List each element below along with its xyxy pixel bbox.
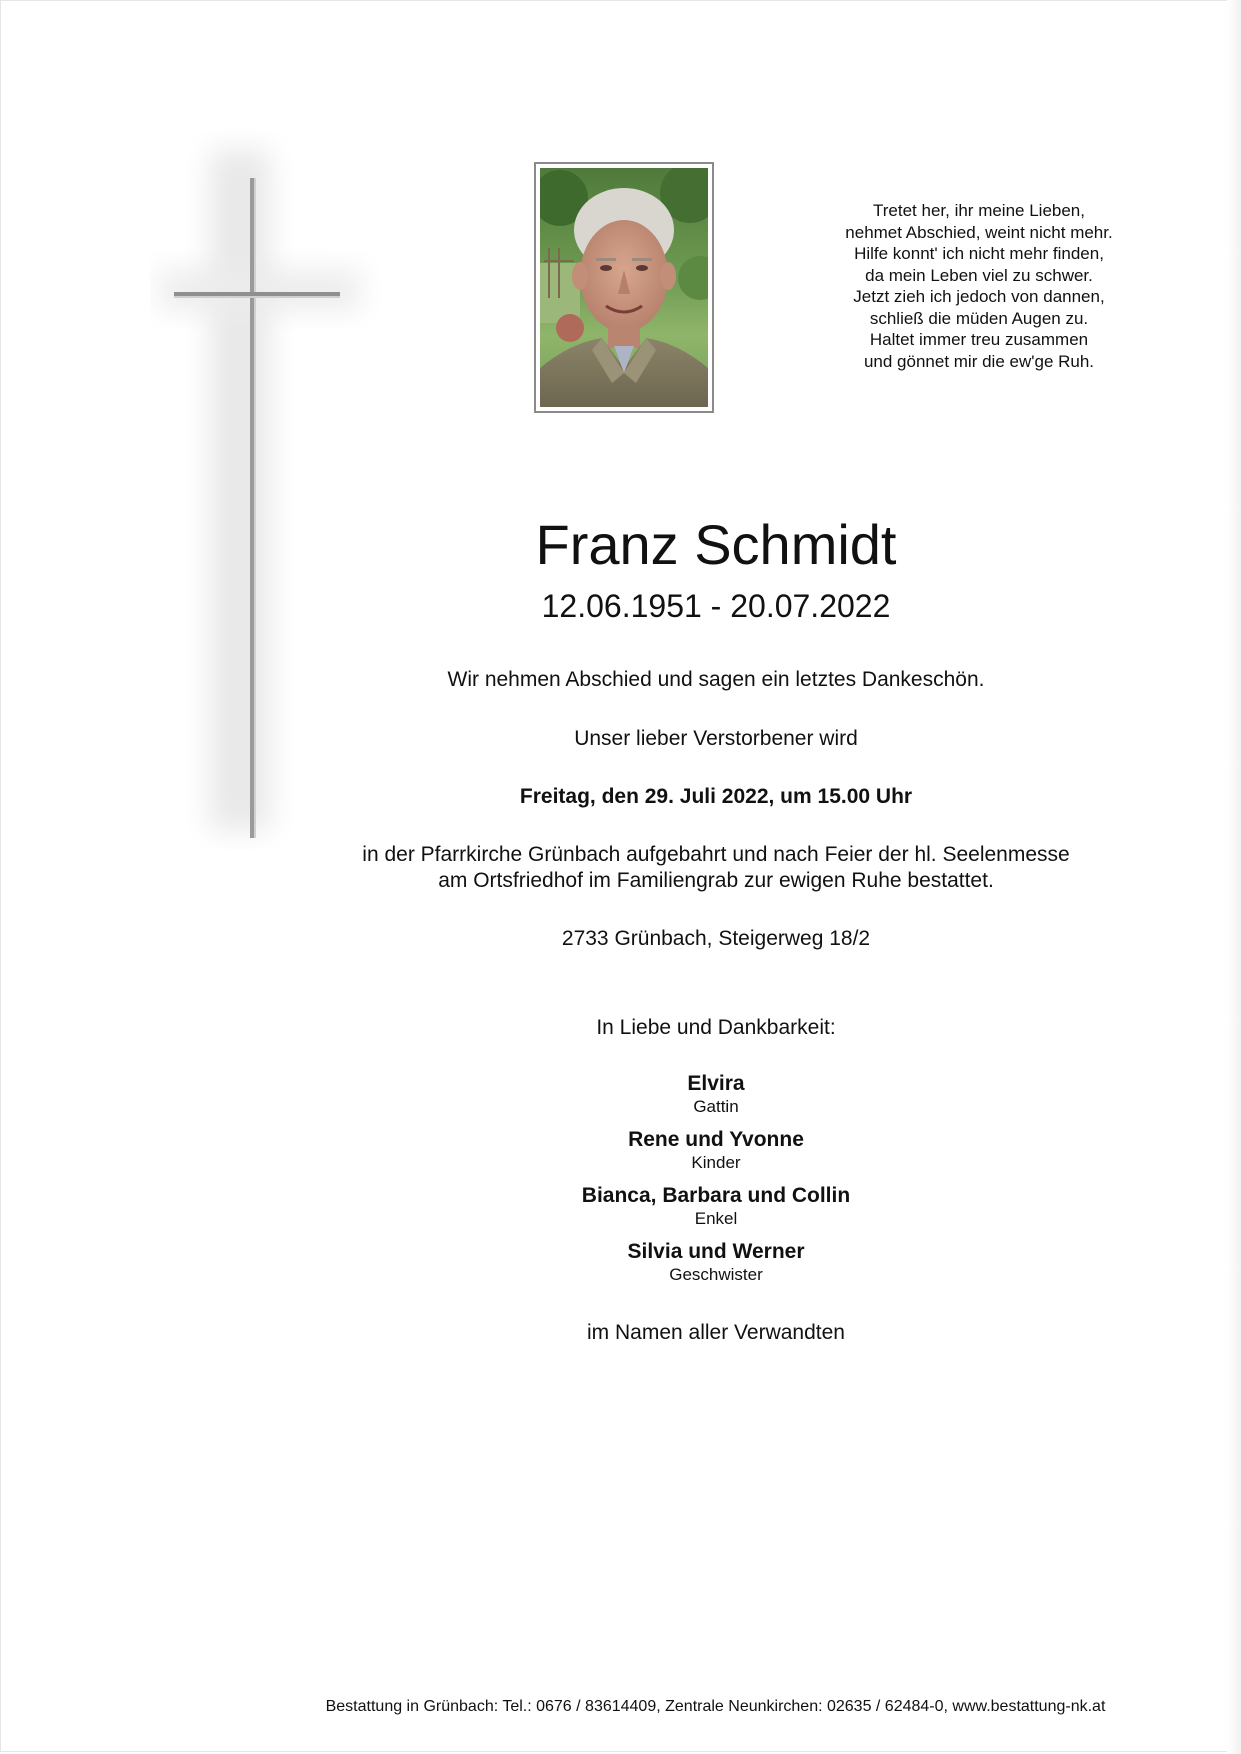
mourner-relation: Enkel xyxy=(694,1209,738,1228)
mourner-relation: Geschwister xyxy=(669,1265,763,1284)
poem-line: Haltet immer treu zusammen xyxy=(869,330,1089,349)
funeral-date-time: Freitag, den 29. Juli 2022, um 15.00 Uhr xyxy=(519,785,913,808)
mourner-relation: Gattin xyxy=(693,1097,739,1116)
poem-line: nehmet Abschied, weint nicht mehr. xyxy=(845,222,1113,242)
farewell-intro: Wir nehmen Abschied und sagen ein letztes Dankeschön. xyxy=(447,668,985,691)
mourners-heading: In Liebe und Dankbarkeit: xyxy=(596,1016,836,1039)
poem-line: da mein Leben viel zu schwer. xyxy=(865,265,1093,285)
mourner-group xyxy=(300,1183,1132,1229)
life-dates: 12.06.1951 - 20.07.2022 xyxy=(541,588,891,624)
poem-line: und gönnet mir die ew'ge Ruh. xyxy=(863,351,1095,371)
poem-line: Tretet her, ihr meine Lieben, xyxy=(873,201,1085,220)
mourner-group xyxy=(300,1071,1132,1117)
poem-line: Jetzt zieh ich jedoch von dannen, xyxy=(853,287,1105,306)
mourner-group xyxy=(300,1127,1132,1173)
mourner-name: Rene und Yvonne xyxy=(628,1128,804,1151)
mourner-name: Silvia und Werner xyxy=(627,1240,805,1263)
poem xyxy=(812,200,1146,372)
mourner-name: Elvira xyxy=(687,1072,745,1095)
mourner-name: Bianca, Barbara und Collin xyxy=(581,1184,851,1207)
home-address: 2733 Grünbach, Steigerweg 18/2 xyxy=(561,927,871,950)
closing-line: im Namen aller Verwandten xyxy=(587,1321,845,1344)
portrait-photo xyxy=(534,162,714,413)
funeral-place-line-2: am Ortsfriedhof im Familiengrab zur ewigen Ruhe bestattet. xyxy=(438,869,994,892)
mourner-group xyxy=(300,1239,1132,1285)
deceased-name: Franz Schmidt xyxy=(535,513,897,576)
poem-line: Hilfe konnt' ich nicht mehr finden, xyxy=(854,244,1104,263)
poem-line: schließ die müden Augen zu. xyxy=(869,308,1089,328)
funeral-place-line-1: in der Pfarrkirche Grünbach aufgebahrt und nach Feier der hl. Seelenmesse xyxy=(362,843,1070,866)
funeral-home-footer: Bestattung in Grünbach: Tel.: 0676 / 83614409, Zentrale Neunkirchen: 02635 / 62484-0, www.bestattung-nk.at xyxy=(325,1698,1106,1715)
notice-lead: Unser lieber Verstorbener wird xyxy=(574,727,858,750)
page-edge-shadow xyxy=(1227,0,1241,1754)
mourner-relation: Kinder xyxy=(691,1153,741,1172)
